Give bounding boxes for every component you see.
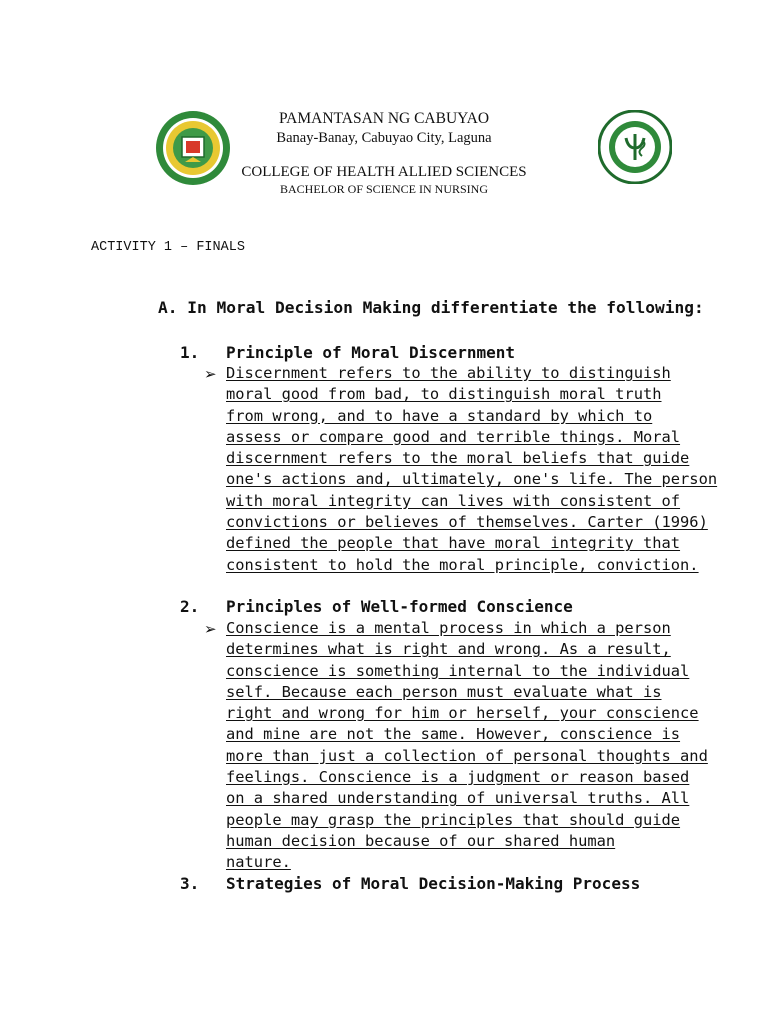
body-line: convictions or believes of themselves. Carter (1996)	[226, 513, 708, 532]
body-line: consistent to hold the moral principle, conviction.	[226, 555, 699, 574]
body-line: more than just a collection of personal thoughts and	[226, 746, 708, 765]
body-line: and mine are not the same. However, conscience is	[226, 725, 681, 744]
university-name: PAMANTASAN NG CABUYAO	[278, 110, 490, 127]
item-1-title: Principle of Moral Discernment	[226, 343, 515, 362]
body-line: one's actions and, ultimately, one's life. The person	[226, 470, 718, 489]
university-address: Banay-Banay, Cabuyao City, Laguna	[276, 130, 492, 146]
item-2-body	[226, 618, 708, 874]
body-line: human decision because of our shared human	[226, 831, 616, 850]
body-line: from wrong, and to have a standard by which to	[226, 406, 653, 425]
item-2-number: 2.	[180, 597, 200, 616]
body-line: discernment refers to the moral beliefs that guide	[226, 449, 690, 468]
bullet-arrow-icon: ➢	[204, 620, 217, 638]
section-heading: A. In Moral Decision Making differentiate the following:	[158, 298, 704, 317]
item-1-number: 1.	[180, 343, 200, 362]
body-line: right and wrong for him or herself, your conscience	[226, 704, 699, 723]
body-line: self. Because each person must evaluate what is	[226, 682, 662, 701]
body-line: determines what is right and wrong. As a result,	[226, 640, 671, 659]
body-line: Discernment refers to the ability to distinguish	[226, 364, 671, 382]
activity-label: ACTIVITY 1 – FINALS	[91, 240, 245, 255]
body-line: feelings. Conscience is a judgment or reason based	[226, 768, 690, 787]
body-line: Conscience is a mental process in which a person	[226, 619, 671, 637]
body-line: on a shared understanding of universal truths. All	[226, 789, 690, 808]
body-line: defined the people that have moral integrity that	[226, 534, 681, 553]
college-name: COLLEGE OF HEALTH ALLIED SCIENCES	[241, 164, 527, 180]
body-line: assess or compare good and terrible things. Moral	[226, 427, 681, 446]
item-2-title: Principles of Well-formed Conscience	[226, 597, 573, 616]
body-line: nature.	[226, 853, 291, 872]
item-3-number: 3.	[180, 874, 200, 893]
body-line: conscience is something internal to the individual	[226, 661, 690, 680]
body-line: people may grasp the principles that should guide	[226, 810, 681, 829]
bullet-arrow-icon: ➢	[204, 365, 217, 383]
item-1-body	[226, 363, 718, 576]
body-line: moral good from bad, to distinguish moral truth	[226, 385, 662, 404]
item-3-title: Strategies of Moral Decision-Making Process	[226, 874, 641, 893]
body-line: with moral integrity can lives with consistent of	[226, 491, 681, 510]
program-name: BACHELOR OF SCIENCE IN NURSING	[279, 182, 488, 196]
